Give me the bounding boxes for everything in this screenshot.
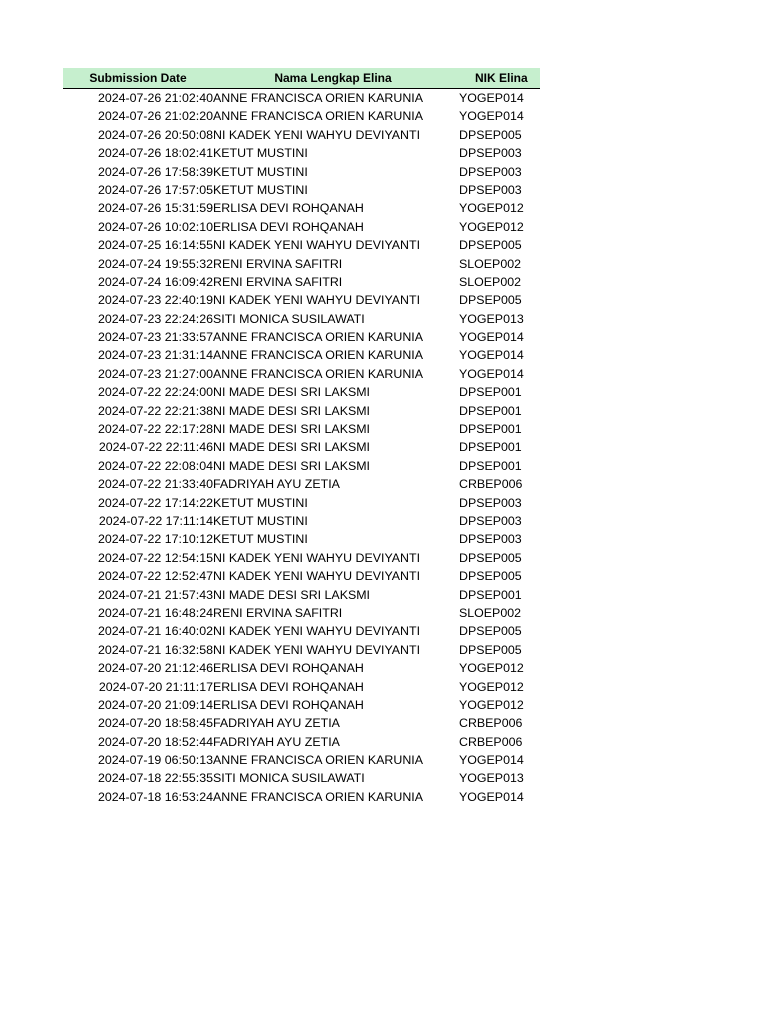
table-row — [63, 494, 540, 512]
table-row — [63, 328, 540, 346]
cell-nik: YOGEP012 — [459, 201, 524, 216]
cell-submission-date: 2024-07-26 10:02:10 — [97, 219, 213, 234]
submission-table — [63, 68, 540, 806]
cell-submission-date: 2024-07-26 21:02:40 — [97, 91, 213, 105]
table-row — [63, 365, 540, 383]
cell-name: RENI ERVINA SAFITRI — [213, 274, 343, 289]
cell-submission-date: 2024-07-22 22:08:04 — [97, 458, 213, 473]
table-row — [63, 769, 540, 787]
cell-nik: YOGEP014 — [459, 91, 524, 105]
cell-nik: DPSEP003 — [459, 182, 522, 197]
table-row — [63, 236, 540, 254]
cell-submission-date: 2024-07-20 18:58:45 — [97, 716, 213, 731]
cell-nik: YOGEP014 — [459, 109, 524, 124]
cell-submission-date: 2024-07-22 22:24:00 — [97, 385, 213, 400]
cell-nik: YOGEP014 — [459, 366, 524, 381]
cell-name: NI KADEK YENI WAHYU DEVIYANTI — [213, 127, 421, 142]
cell-name: NI MADE DESI SRI LAKSMI — [213, 440, 370, 455]
header-submission-date: Submission Date — [89, 71, 187, 85]
cell-name: KETUT MUSTINI — [213, 495, 308, 510]
cell-nik: DPSEP005 — [459, 238, 522, 253]
cell-submission-date: 2024-07-20 21:12:46 — [97, 661, 213, 676]
cell-name: NI KADEK YENI WAHYU DEVIYANTI — [213, 642, 421, 657]
table-row — [63, 530, 540, 548]
cell-submission-date: 2024-07-23 21:27:00 — [97, 366, 213, 381]
cell-name: KETUT MUSTINI — [213, 513, 308, 528]
cell-submission-date: 2024-07-21 16:48:24 — [97, 605, 213, 620]
table-row — [63, 218, 540, 236]
cell-nik: CRBEP006 — [459, 734, 523, 749]
cell-submission-date: 2024-07-26 15:31:59 — [97, 201, 213, 216]
cell-nik: YOGEP012 — [459, 219, 524, 234]
table-row — [63, 383, 540, 401]
cell-name: ANNE FRANCISCA ORIEN KARUNIA — [213, 366, 423, 381]
table-row — [63, 788, 540, 806]
cell-nik: SLOEP002 — [459, 256, 521, 271]
cell-nik: DPSEP001 — [459, 587, 522, 602]
table-row — [63, 751, 540, 769]
table-row — [63, 107, 540, 125]
table-row — [63, 714, 540, 732]
cell-name: ANNE FRANCISCA ORIEN KARUNIA — [213, 753, 423, 768]
table-row — [63, 126, 540, 144]
table-row — [63, 733, 540, 751]
table-row — [63, 604, 540, 622]
cell-submission-date: 2024-07-19 06:50:13 — [97, 753, 213, 768]
cell-submission-date: 2024-07-24 16:09:42 — [97, 274, 213, 289]
cell-name: SITI MONICA SUSILAWATI — [213, 311, 365, 326]
cell-nik: CRBEP006 — [459, 716, 523, 731]
table-row — [63, 641, 540, 659]
table-row — [63, 144, 540, 162]
cell-nik: DPSEP001 — [459, 403, 522, 418]
cell-nik: SLOEP002 — [459, 274, 521, 289]
table-row — [63, 549, 540, 567]
cell-submission-date: 2024-07-22 17:10:12 — [97, 532, 213, 547]
cell-submission-date: 2024-07-20 21:09:14 — [97, 697, 213, 712]
table-row — [63, 457, 540, 475]
cell-nik: DPSEP001 — [459, 422, 522, 437]
cell-nik: YOGEP013 — [459, 311, 524, 326]
cell-submission-date: 2024-07-18 16:53:24 — [97, 789, 213, 804]
cell-name: ANNE FRANCISCA ORIEN KARUNIA — [213, 91, 423, 105]
cell-submission-date: 2024-07-24 19:55:32 — [97, 256, 213, 271]
cell-nik: DPSEP003 — [459, 164, 522, 179]
cell-submission-date: 2024-07-26 17:57:05 — [97, 182, 213, 197]
cell-nik: DPSEP003 — [459, 146, 522, 161]
table-header — [63, 68, 540, 89]
header-name: Nama Lengkap Elina — [274, 71, 392, 85]
cell-nik: DPSEP005 — [459, 127, 522, 142]
cell-submission-date: 2024-07-22 22:17:28 — [97, 422, 213, 437]
header-nik: NIK Elina — [475, 71, 528, 85]
table-row — [63, 402, 540, 420]
cell-nik: DPSEP003 — [459, 495, 522, 510]
cell-submission-date: 2024-07-21 21:57:43 — [97, 587, 213, 602]
cell-name: NI MADE DESI SRI LAKSMI — [213, 422, 370, 437]
cell-nik: DPSEP001 — [459, 458, 522, 473]
cell-nik: YOGEP012 — [459, 661, 524, 676]
cell-nik: YOGEP012 — [459, 697, 524, 712]
cell-name: NI KADEK YENI WAHYU DEVIYANTI — [213, 569, 421, 584]
cell-name: KETUT MUSTINI — [213, 164, 308, 179]
cell-submission-date: 2024-07-21 16:32:58 — [97, 642, 213, 657]
table-row — [63, 475, 540, 493]
cell-submission-date: 2024-07-26 18:02:41 — [97, 146, 213, 161]
cell-submission-date: 2024-07-22 22:11:46 — [98, 440, 213, 455]
table-row — [63, 181, 540, 199]
cell-nik: DPSEP003 — [459, 532, 522, 547]
cell-submission-date: 2024-07-23 21:31:14 — [97, 348, 213, 363]
cell-name: RENI ERVINA SAFITRI — [213, 605, 343, 620]
cell-name: ERLISA DEVI ROHQANAH — [213, 697, 364, 712]
cell-name: NI KADEK YENI WAHYU DEVIYANTI — [213, 550, 421, 565]
cell-nik: SLOEP002 — [459, 605, 521, 620]
cell-nik: DPSEP001 — [459, 440, 522, 455]
table-row — [63, 678, 540, 696]
cell-nik: YOGEP012 — [459, 679, 524, 694]
cell-submission-date: 2024-07-23 21:33:57 — [97, 330, 213, 345]
cell-submission-date: 2024-07-22 12:54:15 — [97, 550, 213, 565]
cell-name: ANNE FRANCISCA ORIEN KARUNIA — [213, 109, 423, 124]
cell-nik: YOGEP013 — [459, 771, 524, 786]
cell-submission-date: 2024-07-21 16:40:02 — [97, 624, 213, 639]
table-row — [63, 310, 540, 328]
cell-submission-date: 2024-07-22 17:14:22 — [97, 495, 213, 510]
cell-name: RENI ERVINA SAFITRI — [213, 256, 343, 271]
table-body — [63, 89, 540, 806]
cell-nik: YOGEP014 — [459, 348, 524, 363]
cell-nik: YOGEP014 — [459, 753, 524, 768]
table-row — [63, 567, 540, 585]
cell-nik: DPSEP005 — [459, 642, 522, 657]
table-row — [63, 438, 540, 456]
cell-nik: DPSEP005 — [459, 624, 522, 639]
cell-name: KETUT MUSTINI — [213, 532, 308, 547]
cell-name: FADRIYAH AYU ZETIA — [213, 716, 340, 731]
cell-name: NI MADE DESI SRI LAKSMI — [213, 385, 370, 400]
cell-name: KETUT MUSTINI — [213, 146, 308, 161]
cell-submission-date: 2024-07-18 22:55:35 — [97, 771, 213, 786]
table-row — [63, 586, 540, 604]
cell-name: NI MADE DESI SRI LAKSMI — [213, 458, 370, 473]
cell-nik: DPSEP005 — [459, 569, 522, 584]
cell-submission-date: 2024-07-23 22:40:19 — [97, 293, 213, 308]
table-row — [63, 346, 540, 364]
cell-name: NI KADEK YENI WAHYU DEVIYANTI — [213, 293, 421, 308]
cell-name: ERLISA DEVI ROHQANAH — [213, 219, 364, 234]
cell-name: NI MADE DESI SRI LAKSMI — [213, 587, 370, 602]
table-row — [63, 199, 540, 217]
cell-name: ANNE FRANCISCA ORIEN KARUNIA — [213, 348, 423, 363]
cell-nik: DPSEP003 — [459, 513, 522, 528]
cell-name: SITI MONICA SUSILAWATI — [213, 771, 365, 786]
cell-submission-date: 2024-07-22 22:21:38 — [97, 403, 213, 418]
cell-name: NI KADEK YENI WAHYU DEVIYANTI — [213, 238, 421, 253]
cell-nik: CRBEP006 — [459, 477, 523, 492]
cell-submission-date: 2024-07-20 21:11:17 — [98, 679, 213, 694]
cell-name: FADRIYAH AYU ZETIA — [213, 734, 340, 749]
cell-name: FADRIYAH AYU ZETIA — [213, 477, 340, 492]
cell-nik: DPSEP005 — [459, 293, 522, 308]
table-row — [63, 622, 540, 640]
cell-submission-date: 2024-07-26 21:02:20 — [97, 109, 213, 124]
cell-name: ANNE FRANCISCA ORIEN KARUNIA — [213, 330, 423, 345]
table-row — [63, 696, 540, 714]
cell-name: ERLISA DEVI ROHQANAH — [213, 661, 364, 676]
cell-submission-date: 2024-07-23 22:24:26 — [97, 311, 213, 326]
table-row — [63, 420, 540, 438]
table-row — [63, 89, 540, 107]
cell-name: NI KADEK YENI WAHYU DEVIYANTI — [213, 624, 421, 639]
cell-name: KETUT MUSTINI — [213, 182, 308, 197]
cell-nik: YOGEP014 — [459, 789, 524, 804]
table-row — [63, 273, 540, 291]
table-row — [63, 163, 540, 181]
table-row — [63, 659, 540, 677]
cell-submission-date: 2024-07-26 17:58:39 — [97, 164, 213, 179]
cell-submission-date: 2024-07-22 17:11:14 — [98, 513, 213, 528]
cell-submission-date: 2024-07-25 16:14:55 — [97, 238, 213, 253]
cell-submission-date: 2024-07-22 21:33:40 — [97, 477, 213, 492]
table-row — [63, 255, 540, 273]
table-row — [63, 291, 540, 309]
cell-name: ANNE FRANCISCA ORIEN KARUNIA — [213, 789, 423, 804]
cell-submission-date: 2024-07-20 18:52:44 — [97, 734, 213, 749]
cell-name: NI MADE DESI SRI LAKSMI — [213, 403, 370, 418]
cell-nik: DPSEP001 — [459, 385, 522, 400]
cell-submission-date: 2024-07-22 12:52:47 — [97, 569, 213, 584]
table-row — [63, 512, 540, 530]
cell-nik: YOGEP014 — [459, 330, 524, 345]
cell-name: ERLISA DEVI ROHQANAH — [213, 201, 364, 216]
cell-nik: DPSEP005 — [459, 550, 522, 565]
cell-submission-date: 2024-07-26 20:50:08 — [97, 127, 213, 142]
cell-name: ERLISA DEVI ROHQANAH — [213, 679, 364, 694]
